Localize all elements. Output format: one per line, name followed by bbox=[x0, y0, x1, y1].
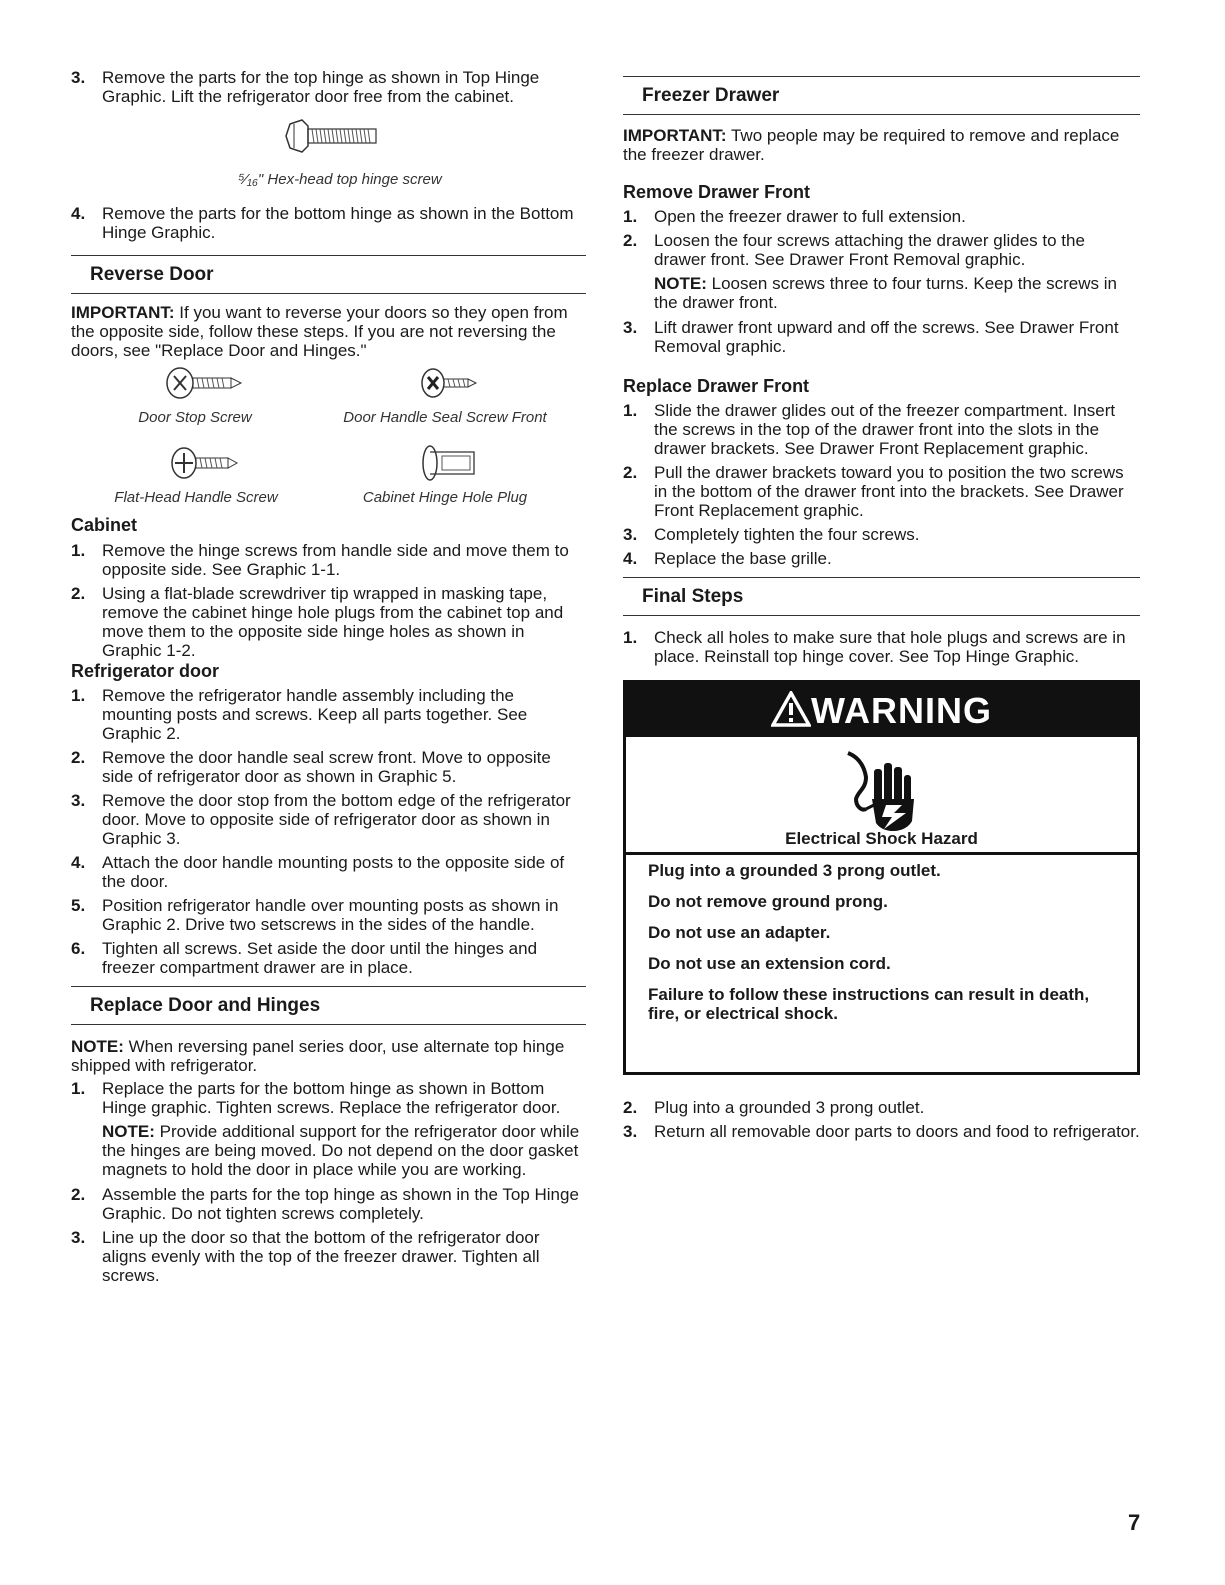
cabinet-hinge-hole-plug-caption: Cabinet Hinge Hole Plug bbox=[362, 489, 528, 506]
step-text: Check all holes to make sure that hole plugs and screws are in place. Reinstall top hinge cover. See Top Hinge Graphic. bbox=[654, 628, 1126, 666]
warning-line: Do not remove ground prong. bbox=[648, 892, 888, 911]
door-stop-screw-icon bbox=[163, 366, 243, 400]
after-warning-steps bbox=[623, 1098, 1140, 1146]
cabinet-heading: Cabinet bbox=[71, 515, 138, 535]
reverse-door-header bbox=[71, 255, 586, 294]
step-text: Position refrigerator handle over mounting posts as shown in Graphic 2. Drive two setscrews in the sides of the handle. bbox=[102, 896, 559, 934]
step-text: Line up the door so that the bottom of the refrigerator door aligns evenly with the top of the freezer drawer. Tighten all screws. bbox=[102, 1228, 540, 1285]
list-item bbox=[623, 318, 1140, 356]
note-label: NOTE: bbox=[102, 1122, 155, 1141]
step-number: 1. bbox=[71, 686, 86, 705]
final-steps bbox=[623, 628, 1140, 671]
door-stop-screw-caption: Door Stop Screw bbox=[138, 409, 252, 426]
refrigerator-door-steps bbox=[71, 686, 586, 982]
step-number: 4. bbox=[71, 853, 86, 872]
electrical-shock-icon bbox=[844, 749, 924, 839]
warning-line: Failure to follow these instructions can result in death, fire, or electrical shock. bbox=[648, 985, 1090, 1023]
note-text: When reversing panel series door, use alternate top hinge shipped with refrigerator. bbox=[71, 1037, 565, 1075]
replace-steps bbox=[71, 1079, 586, 1290]
note-text: Provide additional support for the refrigerator door while the hinges are being moved. Do not depend on the door gasket magnets to hold the door in place while you are working. bbox=[102, 1122, 580, 1179]
list-item bbox=[71, 1228, 586, 1285]
warning-triangle-icon bbox=[771, 691, 811, 727]
step-text: Remove the hinge screws from handle side and move them to opposite side. See Graphic 1-1. bbox=[102, 541, 569, 579]
step-text: Replace the parts for the bottom hinge as shown in Bottom Hinge graphic. Tighten screws. Replace the refrigerator door. bbox=[102, 1079, 561, 1117]
step-text: Assemble the parts for the top hinge as shown in the Top Hinge Graphic. Do not tighten screws completely. bbox=[102, 1185, 579, 1223]
step-text: Return all removable door parts to doors and food to refrigerator. bbox=[654, 1122, 1140, 1141]
step-number: 3. bbox=[623, 525, 638, 544]
list-item bbox=[71, 1079, 586, 1117]
step-text: Remove the parts for the bottom hinge as shown in the Bottom Hinge Graphic. bbox=[102, 204, 574, 242]
list-item bbox=[71, 584, 586, 660]
warning-instructions bbox=[648, 861, 1118, 1035]
note-label: NOTE: bbox=[654, 274, 707, 293]
important-label: IMPORTANT: bbox=[71, 303, 175, 322]
section-title: Replace Door and Hinges bbox=[90, 995, 321, 1016]
warning-title: WARNING bbox=[811, 690, 992, 731]
step-number: 2. bbox=[623, 231, 638, 250]
step-note bbox=[654, 274, 1140, 312]
warning-box bbox=[623, 680, 1140, 1075]
reverse-important-paragraph bbox=[71, 303, 586, 360]
step-text: Tighten all screws. Set aside the door until the hinges and freezer compartment drawer are in place. bbox=[102, 939, 538, 977]
step-number: 1. bbox=[623, 401, 638, 420]
freezer-important-paragraph bbox=[623, 126, 1140, 164]
replace-drawer-front-heading: Replace Drawer Front bbox=[623, 376, 810, 396]
remove-drawer-front-heading: Remove Drawer Front bbox=[623, 182, 811, 202]
step-number: 3. bbox=[71, 1228, 86, 1247]
section-title: Freezer Drawer bbox=[642, 85, 780, 106]
list-item bbox=[71, 748, 586, 786]
important-text: Two people may be required to remove and replace the freezer drawer. bbox=[623, 126, 1120, 164]
step-text: Remove the refrigerator handle assembly including the mounting posts and screws. Keep all parts together. See Graphic 2. bbox=[102, 686, 528, 743]
step-text: Replace the base grille. bbox=[654, 549, 832, 568]
flat-head-handle-screw-icon bbox=[170, 446, 240, 480]
important-label: IMPORTANT: bbox=[623, 126, 727, 145]
list-item bbox=[623, 628, 1140, 666]
list-item bbox=[623, 1098, 1140, 1117]
list-item bbox=[623, 463, 1140, 520]
step-text: Remove the door stop from the bottom edge of the refrigerator door. Move to opposite side of refrigerator door as shown in Graphic 3. bbox=[102, 791, 571, 848]
warning-header bbox=[626, 683, 1137, 737]
list-item bbox=[71, 791, 586, 848]
step-number: 5. bbox=[71, 896, 86, 915]
warning-line: Plug into a grounded 3 prong outlet. bbox=[648, 861, 941, 880]
warning-line: Do not use an extension cord. bbox=[648, 954, 891, 973]
important-text: If you want to reverse your doors so they open from the opposite side, follow these steps. If you are not reversing the doors, see "Replace Door and Hinges." bbox=[71, 303, 568, 360]
step-text: Completely tighten the four screws. bbox=[654, 525, 920, 544]
hex-screw-illustration bbox=[284, 116, 384, 156]
step-text: Remove the door handle seal screw front. Move to opposite side of refrigerator door as shown in Graphic 5. bbox=[102, 748, 551, 786]
step-number: 3. bbox=[623, 1122, 638, 1141]
step-text: Using a flat-blade screwdriver tip wrapped in masking tape, remove the cabinet hinge hole plugs from the cabinet top and move them to the opposite side hinge holes as shown in Graphic 1-2. bbox=[102, 584, 564, 660]
step-number: 2. bbox=[71, 748, 86, 767]
step-number: 1. bbox=[623, 628, 638, 647]
replace-drawer-front-steps bbox=[623, 401, 1140, 573]
door-handle-seal-screw-icon bbox=[420, 366, 480, 400]
step-number: 1. bbox=[71, 541, 86, 560]
list-item bbox=[623, 207, 1140, 226]
warning-hazard-title: Electrical Shock Hazard bbox=[785, 829, 978, 848]
freezer-drawer-header bbox=[623, 76, 1140, 115]
cabinet-steps bbox=[71, 541, 586, 665]
list-item bbox=[623, 549, 1140, 568]
final-steps-header bbox=[623, 577, 1140, 616]
list-item bbox=[623, 231, 1140, 269]
page-number: 7 bbox=[1128, 1510, 1141, 1535]
step-text: Slide the drawer glides out of the freezer compartment. Insert the screws in the top of the drawer front into the slots in the drawer brackets. See Drawer Front Replacement graphic. bbox=[654, 401, 1116, 458]
section-title: Reverse Door bbox=[90, 264, 214, 285]
flat-head-handle-screw-caption: Flat-Head Handle Screw bbox=[114, 489, 278, 506]
list-item bbox=[71, 1185, 586, 1223]
list-item bbox=[623, 525, 1140, 544]
remove-drawer-front-steps bbox=[623, 207, 1140, 361]
step-number: 4. bbox=[623, 549, 638, 568]
replace-note-paragraph bbox=[71, 1037, 586, 1075]
section-title: Final Steps bbox=[642, 586, 744, 607]
note-label: NOTE: bbox=[71, 1037, 124, 1056]
step-text: Remove the parts for the top hinge as shown in Top Hinge Graphic. Lift the refrigerator door free from the cabinet. bbox=[102, 68, 540, 106]
left-step-4 bbox=[71, 204, 586, 247]
note-text: Loosen screws three to four turns. Keep the screws in the drawer front. bbox=[654, 274, 1117, 312]
replace-door-hinges-header bbox=[71, 986, 586, 1025]
cabinet-hinge-hole-plug-icon bbox=[420, 444, 490, 482]
warning-line: Do not use an adapter. bbox=[648, 923, 831, 942]
step-number: 3. bbox=[71, 68, 86, 87]
step-number: 1. bbox=[623, 207, 638, 226]
refrigerator-door-heading: Refrigerator door bbox=[71, 661, 220, 681]
step-number: 1. bbox=[71, 1079, 86, 1098]
step-number: 2. bbox=[623, 1098, 638, 1117]
step-text: Plug into a grounded 3 prong outlet. bbox=[654, 1098, 925, 1117]
step-text: Pull the drawer brackets toward you to position the two screws in the bottom of the drawer front into the brackets. See Drawer Front Replacement graphic. bbox=[654, 463, 1124, 520]
list-item bbox=[623, 1122, 1140, 1141]
step-number: 2. bbox=[623, 463, 638, 482]
door-handle-seal-screw-caption: Door Handle Seal Screw Front bbox=[343, 409, 547, 426]
list-item bbox=[71, 541, 586, 579]
step-text: Loosen the four screws attaching the drawer glides to the drawer front. See Drawer Front Removal graphic. bbox=[654, 231, 1085, 269]
list-item bbox=[71, 939, 586, 977]
left-step-3 bbox=[71, 68, 586, 111]
step-text: Attach the door handle mounting posts to the opposite side of the door. bbox=[102, 853, 565, 891]
hex-screw-caption: ⁵⁄₁₆" Hex-head top hinge screw bbox=[238, 171, 442, 188]
step-number: 6. bbox=[71, 939, 86, 958]
step-text: Open the freezer drawer to full extension. bbox=[654, 207, 966, 226]
step-text: Lift drawer front upward and off the screws. See Drawer Front Removal graphic. bbox=[654, 318, 1119, 356]
list-item bbox=[71, 853, 586, 891]
step-number: 2. bbox=[71, 1185, 86, 1204]
step-number: 2. bbox=[71, 584, 86, 603]
step-note bbox=[102, 1122, 586, 1179]
step-number: 4. bbox=[71, 204, 86, 223]
step-number: 3. bbox=[71, 791, 86, 810]
list-item bbox=[71, 896, 586, 934]
list-item bbox=[623, 401, 1140, 458]
list-item bbox=[71, 686, 586, 743]
step-number: 3. bbox=[623, 318, 638, 337]
